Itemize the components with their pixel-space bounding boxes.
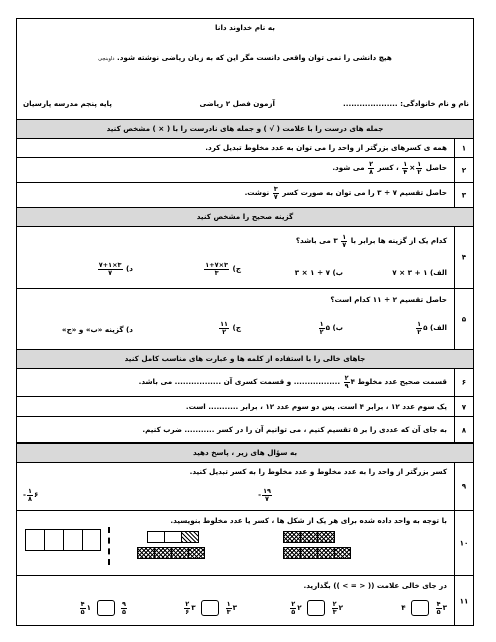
question-text: کدام یک از گزینه ها برابر با $\frac{۱}{۷}$ ۳ می باشد؟ <box>295 233 447 249</box>
question-number: ۱ <box>454 138 473 157</box>
bismillah: به نام خداوند دانا <box>215 23 275 32</box>
quote-text: هیچ دانشی را نمی توان واقعی دانست مگر این که به زبان ریاضی نوشته شود. <box>117 53 392 62</box>
compare-3: ۳ $\frac{۱}{۳}$ ۳ $\frac{۲}{۶}$ <box>185 600 237 616</box>
option-b[interactable]: ب) ۵ $\frac{۱}{۲}$ <box>319 320 343 336</box>
question-text: حاصل تقسیم ۲ ÷ ۱۱ کدام است؟ <box>330 295 447 304</box>
option-d[interactable]: د) $\frac{۳\times ۷+۱}{۷}$ <box>98 261 133 277</box>
name-label: نام و نام خانوادگی: .................... <box>343 99 469 108</box>
option-a[interactable]: الف) ۱ + ۳ × ۷ <box>392 268 447 277</box>
option-b[interactable]: ب) ۷ ÷ ۱ × ۳ <box>294 268 343 277</box>
question-7 <box>17 397 473 417</box>
compare-input-box[interactable] <box>201 600 219 616</box>
grade-school: پایه پنجم مدرسه پارسیان <box>23 99 112 108</box>
exam-page <box>16 18 474 626</box>
question-5 <box>17 289 473 350</box>
question-number: ۵ <box>454 289 473 349</box>
question-text: یک سوم عدد ۱۲ ، برابر ۴ است. پس دو سوم عدد ۱۲ ، برابر ........... است. <box>185 402 447 411</box>
quote-author: داوینچی <box>98 56 115 62</box>
question-text: کسر بزرگتر از واحد را به عدد مخلوط و عدد مخلوط را به کسر تبدیل کنید. <box>189 467 447 476</box>
compare-input-box[interactable] <box>97 600 115 616</box>
shape-2 <box>283 531 351 561</box>
section-answer: به سؤال های زیر ، پاسخ دهید <box>17 443 473 463</box>
fraction: $\frac{۱}{۴}$ <box>403 160 408 176</box>
question-10 <box>17 511 473 576</box>
question-number: ۳ <box>454 183 473 207</box>
fraction: $\frac{۱}{۷}$ <box>342 233 347 249</box>
quote <box>17 53 473 62</box>
compare-input-box[interactable] <box>411 600 429 616</box>
question-text: به جای آن که عددی را بر ۵ تقسیم کنیم ، می توانیم آن را در کسر ........... ضرب کنیم. <box>142 425 447 434</box>
question-8 <box>17 417 473 443</box>
question-number: ۹ <box>454 462 473 510</box>
question-text: حاصل $\frac{۱}{۲}$ × $\frac{۱}{۴}$ ، کسر $\frac{۲}{۸}$ می شود. <box>332 160 447 176</box>
unit-shape <box>25 529 101 551</box>
question-text: قسمت صحیح عدد مخلوط ۴ $\frac{۲}{۹}$ ................. و قسمت کسری آن ................. می باشد. <box>138 374 447 390</box>
fraction: $\frac{۲}{۸}$ <box>369 160 374 176</box>
section-true-false: جمله های درست را با علامت ( √ ) و جمله های نادرست را با ( × ) مشخص کنید <box>17 119 473 139</box>
question-text: با توجه به واحد داده شده برای هر یک از شکل ها ، کسر یا عدد مخلوط بنویسید. <box>170 516 447 525</box>
section-fill-blanks: جاهای خالی را با استفاده از کلمه ها و عبارت های مناسب کامل کنید <box>17 349 473 369</box>
shape-1 <box>137 531 205 561</box>
question-1 <box>17 138 473 158</box>
fraction: $\frac{۱}{۲}$ <box>417 160 422 176</box>
question-number: ۶ <box>454 368 473 396</box>
compare-4: $\frac{۹}{۵}$ ۱ $\frac{۴}{۵}$ <box>80 600 126 616</box>
question-number: ۷ <box>454 397 473 416</box>
compare-1: ۳ $\frac{۴}{۵}$ ۴ <box>401 600 447 616</box>
dashed-separator <box>108 527 110 565</box>
option-d[interactable]: د) گزینه «ب» و «ج» <box>61 325 133 334</box>
section-multiple-choice: گزینه صحیح را مشخص کنید <box>17 207 473 227</box>
exam-title: آزمون فصل ۲ ریاضی <box>199 99 275 108</box>
mixed-to-fraction: ۶ $\frac{۱}{۸}$ - <box>23 487 39 503</box>
question-4 <box>17 226 473 289</box>
question-11 <box>17 576 473 626</box>
fraction-to-mixed: $\frac{۱۹}{۷}$ - <box>258 487 271 503</box>
question-text: همه ی کسرهای بزرگتر از واحد را می توان به عدد مخلوط تبدیل کرد. <box>205 143 447 152</box>
question-9 <box>17 462 473 511</box>
option-c[interactable]: ج) $\frac{۱۱}{۲}$ <box>220 320 241 336</box>
question-3 <box>17 183 473 208</box>
question-text: حاصل تقسیم ۷ ÷ ۳ را می توان به صورت کسر $\frac{۳}{۷}$ نوشت. <box>244 185 447 201</box>
question-6 <box>17 368 473 397</box>
compare-input-box[interactable] <box>307 600 325 616</box>
question-text: در جای خالی علامت (( < = > )) بگذارید. <box>303 581 447 590</box>
option-c[interactable]: ج) $\frac{۳\times ۱+۷}{۳}$ <box>205 261 241 277</box>
question-number: ۲ <box>454 158 473 182</box>
option-a[interactable]: الف) ۵ $\frac{۱}{۲}$ <box>417 320 447 336</box>
question-2 <box>17 158 473 183</box>
fraction: $\frac{۳}{۷}$ <box>273 185 278 201</box>
compare-2: ۲ $\frac{۲}{۳}$ ۲ $\frac{۲}{۵}$ <box>291 600 343 616</box>
question-number: ۱۰ <box>454 511 473 575</box>
question-number: ۸ <box>454 417 473 442</box>
header-info-row <box>17 99 473 111</box>
question-number: ۱۱ <box>454 576 473 626</box>
question-number: ۴ <box>454 226 473 288</box>
